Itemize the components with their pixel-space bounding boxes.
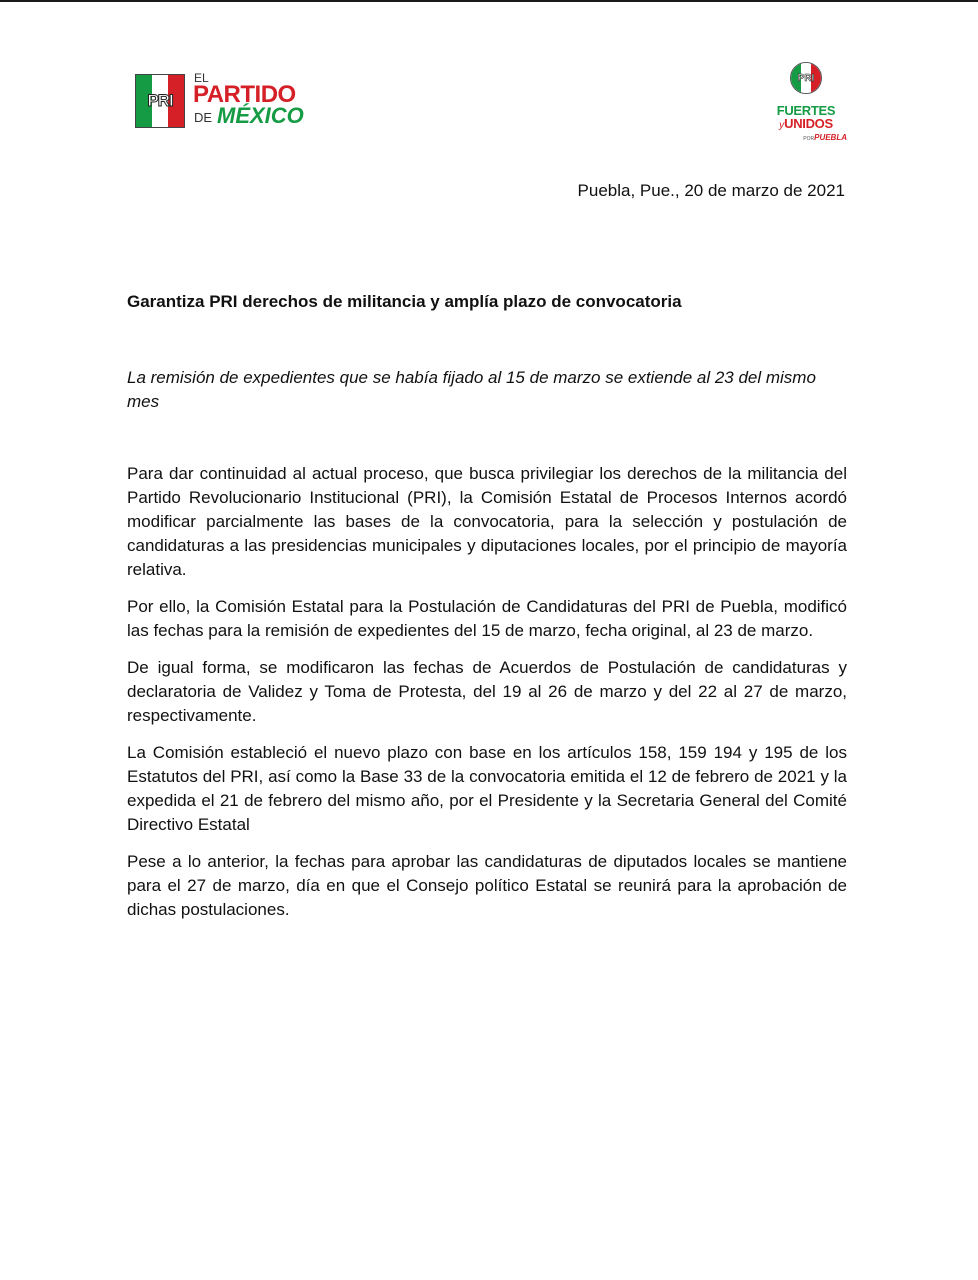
document-title: Garantiza PRI derechos de militancia y amplía plazo de convocatoria (127, 292, 682, 311)
body-paragraph: Para dar continuidad al actual proceso, que busca privilegiar los derechos de la militancia del Partido Revolucionario Institucional (PRI), la Comisión Estatal de Procesos Internos acordó modificar parcialmente las bases de la convocatoria, para la selección y postulación de candidaturas a las presidencias municipales y diputaciones locales, por el principio de mayoría relativa. (127, 464, 847, 579)
logo-por-text: POR (803, 136, 815, 142)
pri-circle-emblem-letters: PRI (797, 72, 815, 84)
document-subtitle: La remisión de expedientes que se había fijado al 15 de marzo se extiende al 23 del mismo mes (127, 368, 816, 411)
logo-partido-text: PARTIDO (193, 81, 296, 108)
logo-unidos-text: UNIDOS (784, 116, 833, 131)
body-paragraph: Pese a lo anterior, la fechas para aprobar las candidaturas de diputados locales se mantiene para el 27 de marzo, día en que el Consejo político Estatal se reunirá para la aprobación de dichas postulaciones. (127, 852, 847, 919)
pri-emblem-icon (135, 74, 185, 128)
top-border (0, 0, 978, 2)
logo-mexico-text: MÉXICO (217, 103, 304, 128)
pri-partido-de-mexico-logo (135, 72, 315, 130)
body-paragraph: De igual forma, se modificaron las fechas de Acuerdos de Postulación de candidaturas y declaratoria de Validez y Toma de Protesta, del 19 al 26 de marzo y del 22 al 27 de marzo, respectivamente. (127, 658, 847, 725)
logo-por-puebla-row (789, 132, 847, 143)
fuertes-y-unidos-logo (765, 62, 847, 142)
document-date: Puebla, Pue., 20 de marzo de 2021 (577, 181, 845, 200)
body-paragraph: Por ello, la Comisión Estatal para la Postulación de Candidaturas del PRI de Puebla, modificó las fechas para la remisión de expedientes del 15 de marzo, fecha original, al 23 de marzo. (127, 597, 847, 640)
logo-el-text: EL (194, 71, 209, 85)
pri-emblem-letters: PRI (147, 91, 173, 110)
body-paragraph: La Comisión estableció el nuevo plazo con base en los artículos 158, 159 194 y 195 de los Estatutos del PRI, así como la Base 33 de la convocatoria emitida el 12 de febrero de 2021 y la expedida el 21 de febrero del mismo año, por el Presidente y la Secretaria General del Comité Directivo Estatal (127, 743, 847, 834)
logo-puebla-text: PUEBLA (814, 133, 847, 142)
pri-circle-emblem-icon (790, 62, 822, 94)
logo-fuertes-text: FUERTES (776, 103, 836, 118)
logo-de-text: DE (194, 110, 213, 125)
document-body (127, 462, 847, 935)
logo-unidos-row (765, 117, 847, 132)
logo-y-text: y (779, 120, 785, 131)
